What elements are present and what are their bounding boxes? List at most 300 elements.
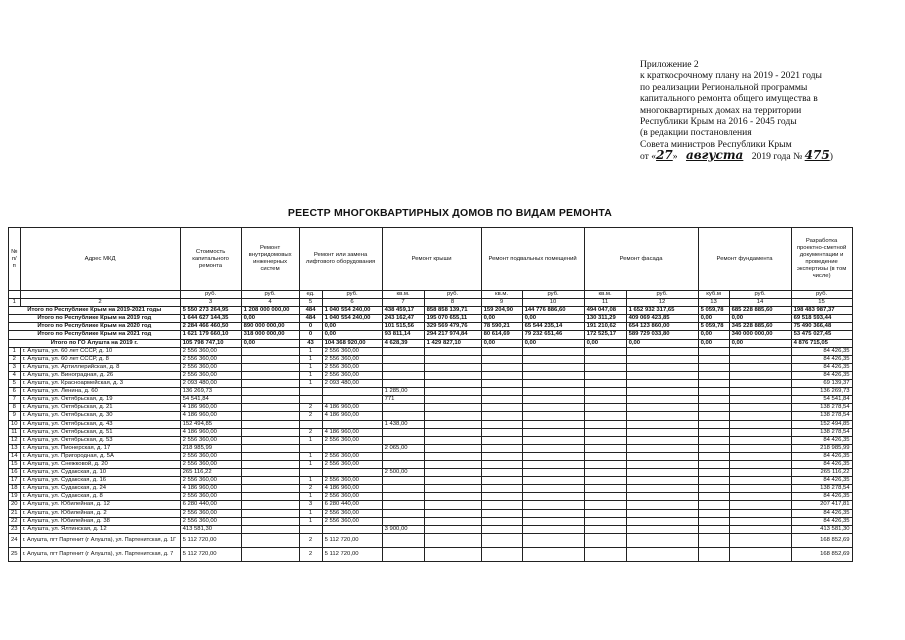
row-empty-cell	[626, 347, 698, 355]
totals-label: Итого по ГО Алушта на 2019 г.	[9, 339, 181, 347]
totals-fac-r: 589 729 033,80	[626, 331, 698, 339]
row-empty-cell	[729, 547, 791, 561]
table-row	[9, 347, 853, 355]
table-row	[9, 396, 853, 404]
row-elevator-rub	[322, 525, 382, 533]
row-engineering	[241, 533, 299, 547]
row-number: 10	[9, 420, 21, 428]
table-row	[9, 501, 853, 509]
totals-elev-u: 484	[299, 315, 322, 323]
header-num: № п/п	[9, 228, 21, 291]
row-empty-cell	[424, 388, 481, 396]
row-empty-cell	[584, 547, 626, 561]
row-empty-cell	[729, 452, 791, 460]
row-elevator-rub: 2 556 360,00	[322, 493, 382, 501]
row-empty-cell	[522, 469, 584, 477]
row-empty-cell	[424, 493, 481, 501]
date-mid: »	[672, 151, 678, 163]
header-foundation: Ремонт фундамента	[698, 228, 791, 291]
row-empty-cell	[584, 533, 626, 547]
row-empty-cell	[522, 380, 584, 388]
row-empty-cell	[424, 404, 481, 412]
table-row	[9, 525, 853, 533]
row-roof-area: 771	[382, 396, 424, 404]
row-empty-cell	[729, 363, 791, 371]
row-empty-cell	[626, 444, 698, 452]
totals-fnd-m: 5 059,78	[698, 323, 729, 331]
row-elevator-rub: 2 556 360,00	[322, 517, 382, 525]
table-row	[9, 428, 853, 436]
row-empty-cell	[729, 517, 791, 525]
row-docs: 168 852,69	[791, 547, 852, 561]
row-empty-cell	[698, 469, 729, 477]
totals-elev-r: 1 040 554 240,00	[322, 315, 382, 323]
row-number: 3	[9, 363, 21, 371]
totals-fac-m: 172 525,17	[584, 331, 626, 339]
col-number: 2	[20, 299, 180, 307]
totals-elev-r: 104 368 920,00	[322, 339, 382, 347]
totals-fnd-r: 0,00	[729, 339, 791, 347]
totals-docs: 198 483 987,37	[791, 307, 852, 315]
row-number: 2	[9, 355, 21, 363]
row-empty-cell	[584, 469, 626, 477]
row-empty-cell	[481, 547, 522, 561]
row-empty-cell	[626, 428, 698, 436]
row-cost: 5 112 720,00	[180, 547, 241, 561]
row-number: 24	[9, 533, 21, 547]
unit-cell: кв.м.	[481, 291, 522, 299]
row-empty-cell	[729, 347, 791, 355]
row-number: 17	[9, 477, 21, 485]
row-empty-cell	[584, 428, 626, 436]
row-address: г. Алушта, ул. Октябрьская, д. 30	[20, 412, 180, 420]
row-empty-cell	[626, 388, 698, 396]
row-empty-cell	[626, 469, 698, 477]
row-empty-cell	[424, 380, 481, 388]
row-empty-cell	[522, 501, 584, 509]
totals-base-m: 0,00	[481, 339, 522, 347]
row-empty-cell	[626, 493, 698, 501]
row-number: 12	[9, 436, 21, 444]
row-empty-cell	[626, 485, 698, 493]
row-elevator-rub	[322, 420, 382, 428]
row-docs: 84 426,35	[791, 517, 852, 525]
row-elevator-rub: 2 556 360,00	[322, 363, 382, 371]
row-roof-area	[382, 460, 424, 468]
row-cost: 2 556 360,00	[180, 347, 241, 355]
row-empty-cell	[698, 452, 729, 460]
totals-fac-r: 1 652 932 317,65	[626, 307, 698, 315]
row-empty-cell	[729, 388, 791, 396]
row-roof-area	[382, 493, 424, 501]
totals-docs: 69 518 593,44	[791, 315, 852, 323]
row-address: г. Алушта, ул. Пригородная, д. 5А	[20, 452, 180, 460]
row-cost: 4 186 960,00	[180, 412, 241, 420]
row-address: г. Алушта, ул. Октябрьская, д. 19	[20, 396, 180, 404]
row-cost: 2 556 360,00	[180, 355, 241, 363]
row-elevator-rub	[322, 469, 382, 477]
row-address: г. Алушта, ул. Судакская, д. 10	[20, 469, 180, 477]
row-number: 20	[9, 501, 21, 509]
row-cost: 2 556 360,00	[180, 493, 241, 501]
row-empty-cell	[424, 469, 481, 477]
totals-fnd-r: 340 000 000,00	[729, 331, 791, 339]
totals-label: Итого по Республике Крым на 2019-2021 годы	[9, 307, 181, 315]
row-docs: 69 139,37	[791, 380, 852, 388]
unit-cell: куб.м	[698, 291, 729, 299]
row-empty-cell	[584, 355, 626, 363]
totals-elev-r: 1 040 554 240,00	[322, 307, 382, 315]
row-cost: 2 556 360,00	[180, 460, 241, 468]
totals-roof-m: 243 162,47	[382, 315, 424, 323]
row-empty-cell	[584, 380, 626, 388]
unit-cell: руб.	[522, 291, 584, 299]
row-elevator-rub: 4 186 960,00	[322, 485, 382, 493]
row-empty-cell	[729, 469, 791, 477]
totals-base-r: 0,00	[522, 339, 584, 347]
row-empty-cell	[424, 363, 481, 371]
row-roof-area	[382, 347, 424, 355]
row-number: 9	[9, 412, 21, 420]
totals-roof-m: 101 515,56	[382, 323, 424, 331]
row-empty-cell	[481, 477, 522, 485]
row-empty-cell	[729, 420, 791, 428]
table-row	[9, 380, 853, 388]
row-elevator-units	[299, 469, 322, 477]
row-empty-cell	[626, 517, 698, 525]
table-row	[9, 547, 853, 561]
totals-label: Итого по Республике Крым на 2019 год	[9, 315, 181, 323]
row-engineering	[241, 509, 299, 517]
totals-elev-u: 43	[299, 339, 322, 347]
col-number: 13	[698, 299, 729, 307]
row-elevator-units: 1	[299, 477, 322, 485]
row-address: г. Алушта, ул. 60 лет СССР, д. 8	[20, 355, 180, 363]
row-empty-cell	[729, 460, 791, 468]
row-roof-area	[382, 501, 424, 509]
row-elevator-units	[299, 388, 322, 396]
totals-row	[9, 339, 853, 347]
row-empty-cell	[522, 477, 584, 485]
row-elevator-units: 1	[299, 371, 322, 379]
row-empty-cell	[729, 501, 791, 509]
row-empty-cell	[481, 388, 522, 396]
row-empty-cell	[481, 517, 522, 525]
row-number: 5	[9, 380, 21, 388]
row-empty-cell	[626, 396, 698, 404]
row-empty-cell	[522, 420, 584, 428]
row-empty-cell	[522, 509, 584, 517]
row-number: 4	[9, 371, 21, 379]
header-cost: Стоимость капитального ремонта	[180, 228, 241, 291]
totals-docs: 53 475 027,45	[791, 331, 852, 339]
row-empty-cell	[698, 501, 729, 509]
row-elevator-units: 1	[299, 436, 322, 444]
totals-fac-m: 0,00	[584, 339, 626, 347]
row-roof-area	[382, 436, 424, 444]
row-docs: 138 278,54	[791, 404, 852, 412]
row-cost: 136 269,73	[180, 388, 241, 396]
row-empty-cell	[729, 493, 791, 501]
row-roof-area	[382, 509, 424, 517]
col-number: 11	[584, 299, 626, 307]
row-empty-cell	[522, 485, 584, 493]
row-empty-cell	[424, 509, 481, 517]
row-empty-cell	[626, 380, 698, 388]
row-roof-area	[382, 355, 424, 363]
row-cost: 2 556 360,00	[180, 371, 241, 379]
date-day-handwritten: 27	[656, 148, 673, 163]
row-empty-cell	[698, 547, 729, 561]
row-engineering	[241, 363, 299, 371]
row-cost: 4 186 960,00	[180, 404, 241, 412]
row-docs: 84 426,35	[791, 509, 852, 517]
row-engineering	[241, 380, 299, 388]
row-elevator-rub: 2 556 360,00	[322, 460, 382, 468]
row-engineering	[241, 396, 299, 404]
row-engineering	[241, 460, 299, 468]
row-roof-area	[382, 547, 424, 561]
row-empty-cell	[522, 444, 584, 452]
header-facade: Ремонт фасада	[584, 228, 698, 291]
row-empty-cell	[424, 355, 481, 363]
row-empty-cell	[698, 363, 729, 371]
totals-base-m: 78 590,21	[481, 323, 522, 331]
row-engineering	[241, 501, 299, 509]
row-docs: 265 116,22	[791, 469, 852, 477]
row-empty-cell	[522, 493, 584, 501]
row-roof-area	[382, 412, 424, 420]
row-empty-cell	[481, 469, 522, 477]
totals-cost: 1 621 179 660,10	[180, 331, 241, 339]
row-roof-area	[382, 517, 424, 525]
table-row	[9, 420, 853, 428]
row-engineering	[241, 525, 299, 533]
col-number: 4	[241, 299, 299, 307]
column-numbers-row	[9, 299, 853, 307]
row-number: 7	[9, 396, 21, 404]
row-engineering	[241, 388, 299, 396]
appendix-line: к краткосрочному плану на 2019 - 2021 годы	[640, 70, 822, 82]
row-elevator-rub: 5 112 720,00	[322, 533, 382, 547]
row-empty-cell	[698, 380, 729, 388]
appendix-line: по реализации Региональной программы	[640, 81, 808, 93]
row-address: г. Алушта, ул. Октябрьская, д. 53	[20, 436, 180, 444]
totals-eng: 318 000 000,00	[241, 331, 299, 339]
unit-cell: ед.	[299, 291, 322, 299]
row-engineering	[241, 420, 299, 428]
row-engineering	[241, 428, 299, 436]
row-roof-area	[382, 363, 424, 371]
unit-cell: кв.м.	[584, 291, 626, 299]
row-empty-cell	[481, 396, 522, 404]
units-empty	[9, 291, 21, 299]
appendix-line: Совета министров Республики Крым	[640, 138, 792, 150]
row-address: г. Алушта, пгт Партенит (г Алушта), ул. Партенитская, д. 1Г	[20, 533, 180, 547]
registry-table	[8, 227, 853, 562]
row-empty-cell	[424, 485, 481, 493]
row-empty-cell	[626, 460, 698, 468]
row-empty-cell	[522, 460, 584, 468]
row-number: 25	[9, 547, 21, 561]
unit-cell: руб.	[180, 291, 241, 299]
row-number: 14	[9, 452, 21, 460]
row-empty-cell	[424, 517, 481, 525]
row-number: 11	[9, 428, 21, 436]
row-address: г. Алушта, ул. Красноармейская, д. 3	[20, 380, 180, 388]
row-engineering	[241, 517, 299, 525]
row-empty-cell	[584, 388, 626, 396]
totals-elev-u: 0	[299, 323, 322, 331]
col-number: 12	[626, 299, 698, 307]
row-empty-cell	[698, 460, 729, 468]
row-address: г. Алушта, ул. Октябрьская, д. 21	[20, 404, 180, 412]
row-elevator-units: 1	[299, 347, 322, 355]
row-roof-area: 1 438,00	[382, 420, 424, 428]
row-elevator-rub: 4 186 960,00	[322, 412, 382, 420]
header-elevator: Ремонт или замена лифтового оборудования	[299, 228, 382, 291]
row-number: 15	[9, 460, 21, 468]
table-row	[9, 477, 853, 485]
row-address: г. Алушта, пгт Партенит (г Алушта), ул. Партенитская, д. 7	[20, 547, 180, 561]
date-prefix: от «	[640, 151, 657, 163]
row-empty-cell	[729, 533, 791, 547]
row-empty-cell	[626, 533, 698, 547]
totals-base-r: 144 776 886,60	[522, 307, 584, 315]
row-empty-cell	[424, 460, 481, 468]
row-address: г. Алушта, ул. Ленина, д. 60	[20, 388, 180, 396]
header-basement: Ремонт подвальных помещений	[481, 228, 584, 291]
row-engineering	[241, 355, 299, 363]
row-empty-cell	[481, 460, 522, 468]
appendix-block	[640, 59, 900, 163]
row-cost: 54 541,84	[180, 396, 241, 404]
row-empty-cell	[481, 371, 522, 379]
row-empty-cell	[424, 420, 481, 428]
row-number: 23	[9, 525, 21, 533]
totals-roof-r: 294 217 974,84	[424, 331, 481, 339]
row-empty-cell	[729, 444, 791, 452]
totals-base-r: 65 544 235,14	[522, 323, 584, 331]
totals-base-m: 159 204,90	[481, 307, 522, 315]
row-number: 6	[9, 388, 21, 396]
row-empty-cell	[698, 517, 729, 525]
table-row	[9, 452, 853, 460]
row-elevator-rub: 2 556 360,00	[322, 371, 382, 379]
totals-cost: 5 550 273 264,95	[180, 307, 241, 315]
row-empty-cell	[424, 347, 481, 355]
row-elevator-units: 2	[299, 412, 322, 420]
row-empty-cell	[584, 420, 626, 428]
row-empty-cell	[729, 428, 791, 436]
totals-elev-u: 0	[299, 331, 322, 339]
table-row	[9, 533, 853, 547]
row-address: г. Алушта, ул. Артиллерийская, д. 8	[20, 363, 180, 371]
row-engineering	[241, 452, 299, 460]
header-address: Адрес МКД	[20, 228, 180, 291]
row-empty-cell	[522, 412, 584, 420]
col-number: 8	[424, 299, 481, 307]
row-cost: 2 556 360,00	[180, 363, 241, 371]
row-docs: 84 426,35	[791, 363, 852, 371]
row-empty-cell	[481, 355, 522, 363]
row-empty-cell	[481, 509, 522, 517]
row-elevator-rub: 2 556 360,00	[322, 509, 382, 517]
row-engineering	[241, 493, 299, 501]
totals-base-m: 0,00	[481, 315, 522, 323]
table-row	[9, 355, 853, 363]
row-empty-cell	[424, 436, 481, 444]
totals-cost: 1 644 627 144,35	[180, 315, 241, 323]
row-engineering	[241, 485, 299, 493]
row-roof-area: 2 065,00	[382, 444, 424, 452]
row-docs: 84 426,35	[791, 436, 852, 444]
table-row	[9, 485, 853, 493]
row-empty-cell	[522, 347, 584, 355]
row-engineering	[241, 477, 299, 485]
row-docs: 136 269,73	[791, 388, 852, 396]
row-docs: 218 985,99	[791, 444, 852, 452]
row-roof-area	[382, 477, 424, 485]
row-cost: 4 186 960,00	[180, 428, 241, 436]
row-empty-cell	[626, 404, 698, 412]
totals-base-m: 80 614,69	[481, 331, 522, 339]
totals-base-r: 0,00	[522, 315, 584, 323]
row-empty-cell	[424, 412, 481, 420]
row-empty-cell	[729, 396, 791, 404]
row-address: г. Алушта, ул. Ялтинская, д. 12	[20, 525, 180, 533]
totals-eng: 890 000 000,00	[241, 323, 299, 331]
row-cost: 218 985,99	[180, 444, 241, 452]
totals-fnd-m: 0,00	[698, 315, 729, 323]
row-elevator-units: 1	[299, 509, 322, 517]
row-docs: 84 426,35	[791, 355, 852, 363]
row-empty-cell	[698, 355, 729, 363]
row-empty-cell	[481, 452, 522, 460]
row-empty-cell	[626, 452, 698, 460]
row-empty-cell	[522, 517, 584, 525]
row-empty-cell	[424, 501, 481, 509]
row-number: 18	[9, 485, 21, 493]
row-docs: 84 426,35	[791, 477, 852, 485]
row-empty-cell	[481, 347, 522, 355]
row-empty-cell	[729, 404, 791, 412]
row-roof-area	[382, 452, 424, 460]
totals-row	[9, 331, 853, 339]
row-empty-cell	[698, 533, 729, 547]
header-roof: Ремонт крыши	[382, 228, 481, 291]
row-cost: 265 116,22	[180, 469, 241, 477]
row-empty-cell	[522, 371, 584, 379]
totals-fac-m: 130 311,29	[584, 315, 626, 323]
row-empty-cell	[584, 509, 626, 517]
row-elevator-units: 1	[299, 517, 322, 525]
row-elevator-units: 2	[299, 485, 322, 493]
row-empty-cell	[626, 412, 698, 420]
row-roof-area	[382, 380, 424, 388]
totals-roof-r: 329 569 479,76	[424, 323, 481, 331]
row-empty-cell	[626, 501, 698, 509]
row-elevator-rub: 4 186 960,00	[322, 404, 382, 412]
row-elevator-rub: 5 112 720,00	[322, 547, 382, 561]
row-engineering	[241, 412, 299, 420]
row-empty-cell	[584, 436, 626, 444]
row-docs: 84 426,35	[791, 371, 852, 379]
totals-elev-u: 484	[299, 307, 322, 315]
totals-fnd-r: 345 228 885,60	[729, 323, 791, 331]
row-elevator-units: 1	[299, 493, 322, 501]
row-address: г. Алушта, ул. Виноградная, д. 26	[20, 371, 180, 379]
